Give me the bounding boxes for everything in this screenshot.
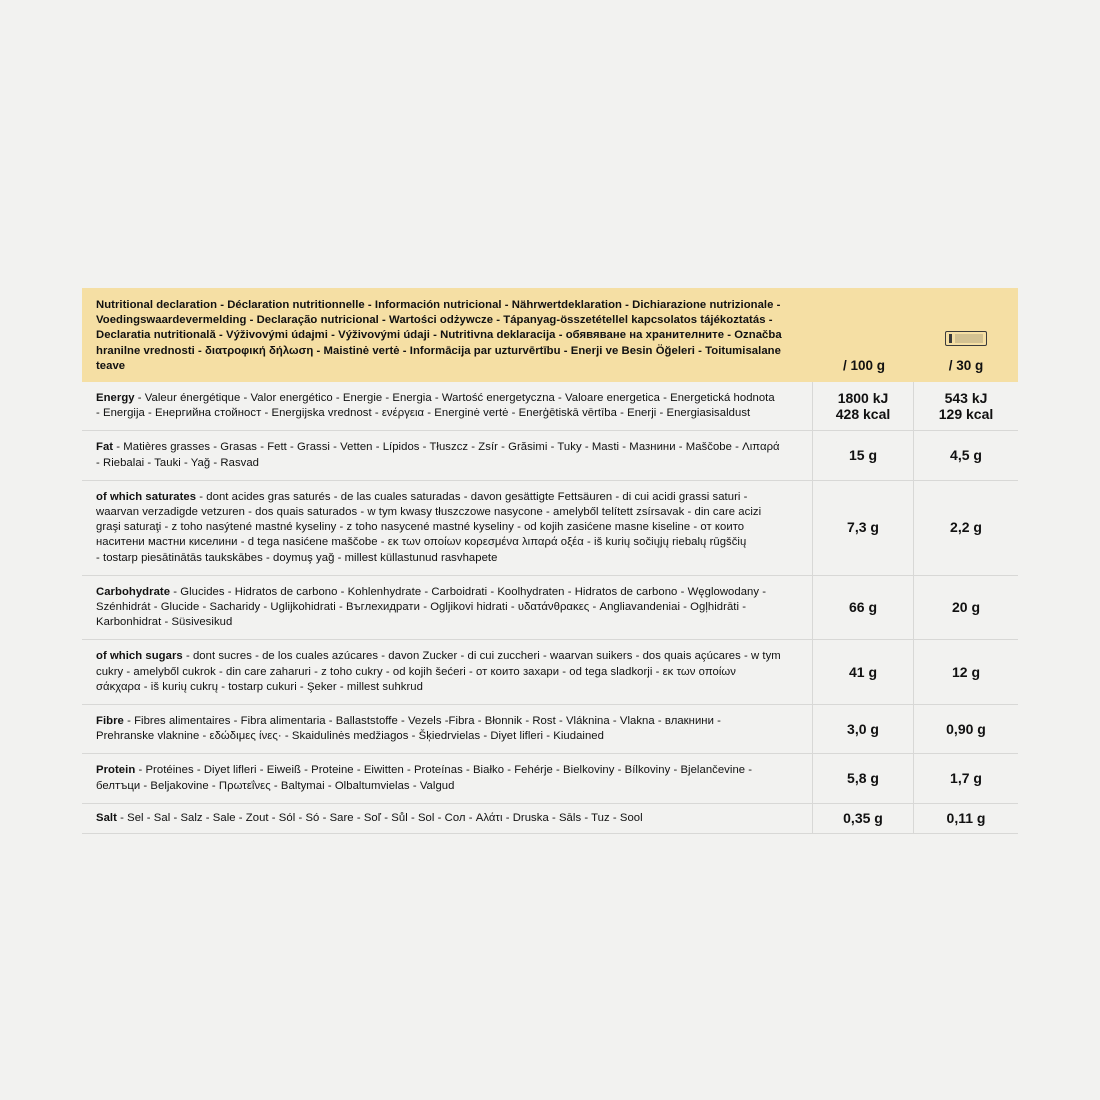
table-row	[82, 804, 1018, 834]
value-kcal-30g: 129 kcal	[938, 406, 994, 423]
nutrient-name: Salt	[96, 811, 117, 824]
row-label-salt	[82, 804, 812, 833]
declaration-line-1: Nutritional declaration - Déclaration nutritionnelle - Información nutricional - Nährwertdeklaration - Dichiarazione nutrizionale -	[96, 299, 781, 311]
table-row	[82, 382, 1018, 431]
column-header-per-30g-label: / 30 g	[948, 358, 984, 374]
nutrient-name: Protein	[96, 764, 136, 777]
declaration-line-4: hranilne vrednosti - διατροφική δήλωση - Maistinė vertė - Informācija par uzturvērtību - Enerji ve Besin Öğeleri - Toitumisalane teave	[96, 344, 781, 372]
nutrient-name: of which saturates	[96, 490, 197, 503]
value-30g: 0,90 g	[946, 720, 986, 737]
value-100g: 15 g	[848, 447, 877, 464]
nutrient-translations-1: - Fibres alimentaires - Fibra alimentaria - Ballaststoffe - Vezels -Fibra - Błonnik - Rost - Vláknina - Vlakna - влакнини -	[123, 715, 721, 728]
nutrient-name: of which sugars	[96, 650, 183, 663]
nutrient-translations-1: - Glucides - Hidratos de carbono - Kohlenhydrate - Carboidrati - Koolhydraten - Hidratos de carbono - Węglowodany -	[170, 585, 767, 598]
value-per-100g	[812, 576, 913, 640]
value-100g: 41 g	[848, 663, 877, 680]
value-per-30g	[913, 431, 1018, 479]
nutrition-table	[82, 288, 1018, 834]
nutrient-translations-1: - Sel - Sal - Salz - Sale - Zout - Sól - Só - Sare - Soľ - Sůl - Sol - Сол - Αλάτι - Druska - Sāls - Tuz - Sool	[116, 811, 643, 824]
nutrient-translations-4: наситени мастни киселини - d tega nasićene maščobe - εκ των οποίων κορεσμένα λιπαρά οξέα - iš kurių sočiųjų riebalų rūgščių	[96, 536, 747, 549]
table-row	[82, 705, 1018, 754]
nutrient-translations-2: - Riebalai - Tauki - Yağ - Rasvad	[96, 456, 260, 469]
value-100g: 0,35 g	[843, 809, 883, 826]
nutrient-translations-3: graşi saturaţi - z toho nasýtené mastné kyseliny - z toho nasycené mastné kyseliny - od kojih zasićene masne kiseline - от които	[96, 521, 745, 534]
nutrient-translations-1: - Matières grasses - Grasas - Fett - Grassi - Vetten - Lípidos - Tłuszcz - Zsír - Grăsimi - Tuky - Masti - Мазнини - Maščobe - Λιπαρά	[113, 441, 780, 454]
value-kj-30g: 543 kJ	[944, 389, 988, 406]
value-30g: 4,5 g	[950, 447, 982, 464]
value-30g: 0,11 g	[946, 809, 986, 826]
table-row	[82, 576, 1018, 641]
value-100g: 66 g	[848, 599, 877, 616]
row-label-sugars	[82, 640, 812, 704]
value-30g: 12 g	[951, 663, 980, 680]
column-header-per-100g-label: / 100 g	[842, 358, 886, 374]
value-30g: 2,2 g	[950, 519, 982, 536]
value-per-30g	[913, 481, 1018, 575]
nutrient-translations-1: - Protéines - Diyet lifleri - Eiweiß - Proteine - Eiwitten - Proteínas - Białko - Fehérje - Bielkoviny - Bílkoviny - Bjelančevine -	[135, 764, 753, 777]
value-kj-100g: 1800 kJ	[837, 389, 889, 406]
nutrient-translations-3: σάκχαρα - iš kurių cukrų - tostarp cukuri - Şeker - millest suhkrud	[96, 680, 423, 693]
column-header-per-100g	[814, 358, 914, 374]
nutrient-translations-5: - tostarp piesātinātās taukskābes - doymuş yağ - millest küllastunud rasvhapete	[96, 551, 498, 564]
nutrient-translations-2: белтъци - Beljakovine - Πρωτεΐνες - Baltymai - Olbaltumvielas - Valgud	[96, 779, 455, 792]
table-row	[82, 640, 1018, 705]
value-30g: 20 g	[951, 599, 980, 616]
value-kcal-100g: 428 kcal	[835, 406, 891, 423]
declaration-line-3: Declaratia nutritională - Výživovými údajmi - Výživovými údaji - Nutritivna deklaracija - обявяване на хранителните - Označba	[96, 329, 782, 342]
nutrient-name: Carbohydrate	[96, 585, 171, 598]
nutrient-translations-3: Karbonhidrat - Süsivesikud	[96, 616, 233, 629]
table-row	[82, 481, 1018, 576]
value-per-100g	[812, 754, 913, 802]
value-per-100g	[812, 481, 913, 575]
value-per-30g	[913, 382, 1018, 430]
value-per-100g	[812, 382, 913, 430]
nutrient-name: Fat	[96, 441, 114, 454]
nutrient-translations-1: - dont sucres - de los cuales azúcares - davon Zucker - di cui zuccheri - waarvan suikers - dos quais açúcares - w tym	[182, 650, 781, 663]
value-per-100g	[812, 804, 913, 833]
value-per-100g	[812, 640, 913, 704]
row-label-protein	[82, 754, 812, 802]
table-row	[82, 431, 1018, 480]
value-per-30g	[913, 804, 1018, 833]
nutrient-translations-2: Szénhidrát - Glucide - Sacharidy - Uglijkohidrati - Въглехидрати - Ogljikovi hidrati - υδατάνθρακες - Angliavandeniai - Ogļhidrāti -	[96, 601, 747, 614]
nutrition-table-header	[82, 288, 1018, 382]
nutrient-translations-2: Prehranske vlaknine - εδώδιμες ίνες· - Skaidulinės medžiagos - Šķiedrvielas - Diyet lifleri - Kiudained	[96, 730, 604, 743]
nutrient-translations-2: - Energija - Енергийна стойност - Energijska vrednost - ενέργεια - Energinė vertė - Enerģētiskā vērtība - Enerji - Energiasisaldust	[96, 407, 751, 420]
value-per-30g	[913, 754, 1018, 802]
value-per-100g	[812, 431, 913, 479]
value-100g: 7,3 g	[847, 519, 879, 536]
declaration-line-2: Voedingswaardevermelding - Declaração nutricional - Wartości odżywcze - Tápanyag-összetétellel kapcsolatos tájékoztatás -	[96, 314, 773, 327]
nutritional-declaration-languages	[82, 298, 814, 374]
row-label-energy	[82, 382, 812, 430]
column-header-per-30g	[914, 331, 1018, 374]
row-label-fat	[82, 431, 812, 479]
value-per-30g	[913, 705, 1018, 753]
nutrient-translations-2: waarvan verzadigde vetzuren - dos quais saturados - w tym kwasy tłuszczowe nasycone - amelyből telített zsírsavak - din care acizi	[96, 506, 762, 519]
row-label-carbohydrate	[82, 576, 812, 640]
row-label-saturates	[82, 481, 812, 575]
nutrient-name: Fibre	[96, 715, 124, 728]
value-per-30g	[913, 640, 1018, 704]
cereal-bar-icon	[945, 331, 987, 346]
value-100g: 5,8 g	[847, 770, 879, 787]
value-100g: 3,0 g	[847, 720, 879, 737]
row-label-fibre	[82, 705, 812, 753]
value-30g: 1,7 g	[950, 770, 982, 787]
nutrient-translations-1: - Valeur énergétique - Valor energético - Energie - Energia - Wartość energetyczna - Valoare energetica - Energetická hodnota	[134, 392, 775, 405]
nutrient-translations-1: - dont acides gras saturés - de las cuales saturadas - davon gesättigte Fettsäuren - di cui acidi grassi saturi -	[196, 490, 748, 503]
value-per-30g	[913, 576, 1018, 640]
nutrient-translations-2: cukry - amelyből cukrok - din care zaharuri - z toho cukry - od kojih šećeri - от които захари - od tega sladkorji - εκ των οποίων	[96, 665, 736, 678]
table-row	[82, 754, 1018, 803]
value-per-100g	[812, 705, 913, 753]
nutrient-name: Energy	[96, 392, 135, 405]
